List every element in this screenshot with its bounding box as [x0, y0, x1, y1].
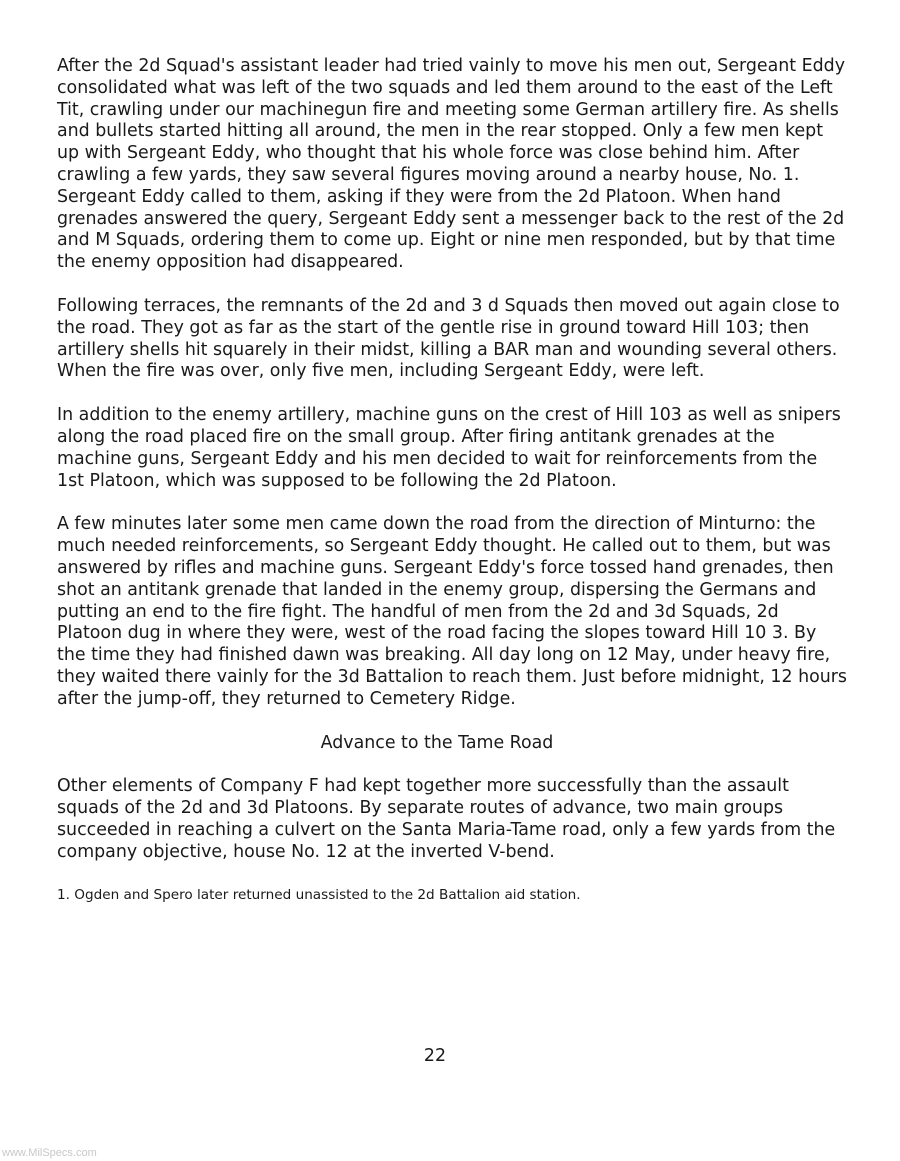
footnote: 1. Ogden and Spero later returned unassisted to the 2d Battalion aid station. [57, 886, 581, 903]
page-number: 22 [423, 1046, 447, 1066]
watermark: www.MilSpecs.com [2, 1147, 97, 1159]
section-heading: Advance to the Tame Road [320, 732, 554, 753]
paragraph-4: A few minutes later some men came down the road from the direction of Minturno: the much needed reinforcements, so Sergeant Eddy thought. He called out to them, but was answered by rifles and machine guns. Sergeant Eddy's force tossed hand grenades, then shot an antitank grenade that landed in the enemy group, dispersing the Germans and putting an end to the fire fight. The handful of men from the 2d and 3d Squads, 2d Platoon dug in where they were, west of the road facing the slopes toward Hill 10 3. By the time they had finished dawn was breaking. All day long on 12 May, under heavy fire, they waited there vainly for the 3d Battalion to reach them. Just before midnight, 12 hours after the jump-off, they returned to Cemetery Ridge. [57, 514, 847, 709]
paragraph-5: Other elements of Company F had kept together more successfully than the assault squads of the 2d and 3d Platoons. By separate routes of advance, two main groups succeeded in reaching a culvert on the Santa Maria-Tame road, only a few yards from the company objective, house No. 12 at the inverted V-bend. [57, 776, 836, 862]
paragraph-2: Following terraces, the remnants of the 2d and 3 d Squads then moved out again close to the road. They got as far as the start of the gentle rise in ground toward Hill 103; then artillery shells hit squarely in their midst, killing a BAR man and wounding several others. When the fire was over, only five men, including Sergeant Eddy, were left. [57, 295, 840, 382]
paragraph-1: After the 2d Squad's assistant leader had tried vainly to move his men out, Sergeant Eddy consolidated what was left of the two squads and led them around to the east of the Left Tit, crawling under our machinegun fire and meeting some German artillery fire. As shells and bullets started hitting all around, the men in the rear stopped. Only a few men kept up with Sergeant Eddy, who thought that his whole force was close behind him. After crawling a few yards, they saw several figures moving around a nearby house, No. 1. Sergeant Eddy called to them, asking if they were from the 2d Platoon. When hand grenades answered the query, Sergeant Eddy sent a messenger back to the rest of the 2d and M Squads, ordering them to come up. Eight or nine men responded, but by that time the enemy opposition had disappeared. [57, 56, 845, 273]
document-page [57, 56, 847, 904]
paragraph-3: In addition to the enemy artillery, machine guns on the crest of Hill 103 as well as snipers along the road placed fire on the small group. After firing antitank grenades at the machine guns, Sergeant Eddy and his men decided to wait for reinforcements from the 1st Platoon, which was supposed to be following the 2d Platoon. [57, 405, 841, 491]
